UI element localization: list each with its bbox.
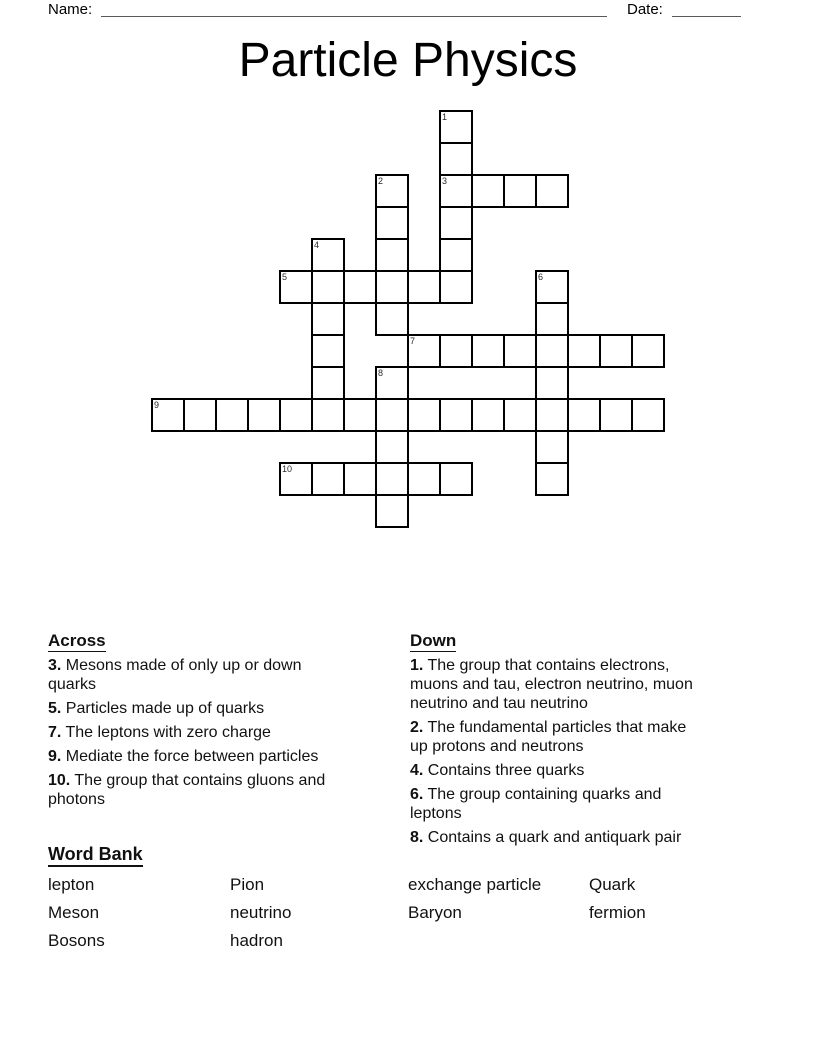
- grid-cell[interactable]: [535, 462, 569, 496]
- name-blank-line[interactable]: [101, 2, 607, 17]
- clue-item: 5. Particles made up of quarks: [48, 700, 265, 717]
- word-bank-item: lepton: [48, 875, 95, 894]
- grid-cell[interactable]: [471, 334, 505, 368]
- word-bank-item: neutrino: [230, 903, 292, 922]
- grid-cell[interactable]: [407, 334, 441, 368]
- cell-number: 9: [154, 400, 160, 410]
- clue-item: 10. The group that contains gluons and photons: [48, 772, 326, 808]
- grid-cell[interactable]: [215, 398, 249, 432]
- word-bank-item: Bosons: [48, 931, 105, 950]
- clue-number: 10.: [48, 772, 71, 789]
- word-bank-item: hadron: [230, 931, 283, 950]
- grid-cell[interactable]: [279, 270, 313, 304]
- grid-cell[interactable]: [407, 270, 441, 304]
- grid-cell[interactable]: [375, 462, 409, 496]
- clues-across-list: [48, 656, 333, 809]
- clue-number: 3.: [48, 657, 62, 674]
- clue-item: 4. Contains three quarks: [410, 762, 585, 779]
- grid-cell[interactable]: [599, 398, 633, 432]
- clue-item: 2. The fundamental particles that make up protons and neutrons: [410, 719, 687, 755]
- clue-number: 4.: [410, 762, 424, 779]
- clue-number: 8.: [410, 829, 424, 846]
- grid-cell[interactable]: [343, 270, 377, 304]
- grid-cell[interactable]: [535, 302, 569, 336]
- grid-cell[interactable]: [471, 398, 505, 432]
- grid-cell[interactable]: [375, 366, 409, 400]
- grid-cell[interactable]: [183, 398, 217, 432]
- grid-cell[interactable]: [503, 174, 537, 208]
- clues-across-section: [48, 631, 333, 814]
- grid-cell[interactable]: [151, 398, 185, 432]
- grid-cell[interactable]: [439, 174, 473, 208]
- grid-cell[interactable]: [535, 270, 569, 304]
- grid-cell[interactable]: [567, 334, 601, 368]
- grid-cell[interactable]: [375, 430, 409, 464]
- grid-cell[interactable]: [375, 238, 409, 272]
- grid-cell[interactable]: [311, 334, 345, 368]
- word-bank-item: Quark: [589, 875, 636, 894]
- clues-down-list: [410, 656, 705, 847]
- grid-cell[interactable]: [375, 302, 409, 336]
- word-bank-list: [48, 871, 758, 955]
- crossword-grid: [151, 110, 665, 528]
- clues-down-section: [410, 631, 705, 852]
- name-label: Name:: [48, 1, 93, 18]
- grid-cell[interactable]: [311, 238, 345, 272]
- clue-number: 6.: [410, 786, 424, 803]
- word-bank-item: fermion: [589, 903, 646, 922]
- cell-number: 1: [442, 112, 448, 122]
- cell-number: 4: [314, 240, 320, 250]
- clue-number: 7.: [48, 724, 62, 741]
- grid-cell[interactable]: [375, 270, 409, 304]
- grid-cell[interactable]: [631, 334, 665, 368]
- grid-cell[interactable]: [407, 462, 441, 496]
- grid-cell[interactable]: [343, 398, 377, 432]
- clue-item: 3. Mesons made of only up or down quarks: [48, 657, 302, 693]
- cell-number: 8: [378, 368, 384, 378]
- grid-cell[interactable]: [567, 398, 601, 432]
- grid-cell[interactable]: [535, 174, 569, 208]
- grid-cell[interactable]: [375, 174, 409, 208]
- word-bank-item: Baryon: [408, 903, 462, 922]
- grid-cell[interactable]: [599, 334, 633, 368]
- grid-cell[interactable]: [279, 398, 313, 432]
- grid-cell[interactable]: [375, 494, 409, 528]
- clue-item: 7. The leptons with zero charge: [48, 724, 271, 741]
- clue-item: 8. Contains a quark and antiquark pair: [410, 829, 682, 846]
- grid-cell[interactable]: [535, 334, 569, 368]
- grid-cell[interactable]: [247, 398, 281, 432]
- across-header: Across: [48, 631, 106, 650]
- grid-cell[interactable]: [439, 206, 473, 240]
- grid-cell[interactable]: [311, 462, 345, 496]
- grid-cell[interactable]: [503, 398, 537, 432]
- grid-cell[interactable]: [311, 270, 345, 304]
- grid-cell[interactable]: [439, 398, 473, 432]
- clue-number: 9.: [48, 748, 62, 765]
- cell-number: 5: [282, 272, 288, 282]
- word-bank-item: Pion: [230, 875, 265, 894]
- grid-cell[interactable]: [439, 142, 473, 176]
- grid-cell[interactable]: [503, 334, 537, 368]
- grid-cell[interactable]: [471, 174, 505, 208]
- clue-number: 5.: [48, 700, 62, 717]
- grid-cell[interactable]: [375, 206, 409, 240]
- down-header: Down: [410, 631, 457, 650]
- cell-number: 7: [410, 336, 416, 346]
- grid-cell[interactable]: [535, 430, 569, 464]
- cell-number: 2: [378, 176, 384, 186]
- grid-cell[interactable]: [343, 462, 377, 496]
- cell-number: 10: [282, 464, 293, 474]
- date-blank-line[interactable]: [672, 2, 741, 17]
- grid-cell[interactable]: [407, 398, 441, 432]
- grid-cell[interactable]: [439, 334, 473, 368]
- grid-cell[interactable]: [439, 462, 473, 496]
- grid-cell[interactable]: [439, 110, 473, 144]
- cell-number: 3: [442, 176, 448, 186]
- word-bank-header: Word Bank: [48, 843, 143, 867]
- clue-item: 9. Mediate the force between particles: [48, 748, 319, 765]
- cell-number: 6: [538, 272, 544, 282]
- grid-cell[interactable]: [311, 302, 345, 336]
- grid-cell[interactable]: [535, 398, 569, 432]
- date-label: Date:: [627, 1, 663, 18]
- word-bank-item: exchange particle: [408, 875, 542, 894]
- grid-cell[interactable]: [439, 270, 473, 304]
- grid-cell[interactable]: [631, 398, 665, 432]
- grid-cell[interactable]: [535, 366, 569, 400]
- grid-cell[interactable]: [279, 462, 313, 496]
- page-title: Particle Physics: [238, 34, 578, 87]
- clue-item: 6. The group containing quarks and leptons: [410, 786, 662, 822]
- grid-cell[interactable]: [439, 238, 473, 272]
- clue-number: 1.: [410, 657, 424, 674]
- grid-cell[interactable]: [375, 398, 409, 432]
- grid-cell[interactable]: [311, 366, 345, 400]
- word-bank-item: Meson: [48, 903, 100, 922]
- clue-number: 2.: [410, 719, 424, 736]
- word-bank-section: [48, 843, 143, 867]
- grid-cell[interactable]: [311, 398, 345, 432]
- clue-item: 1. The group that contains electrons, muons and tau, electron neutrino, muon neutrino and tau neutrino: [410, 657, 693, 712]
